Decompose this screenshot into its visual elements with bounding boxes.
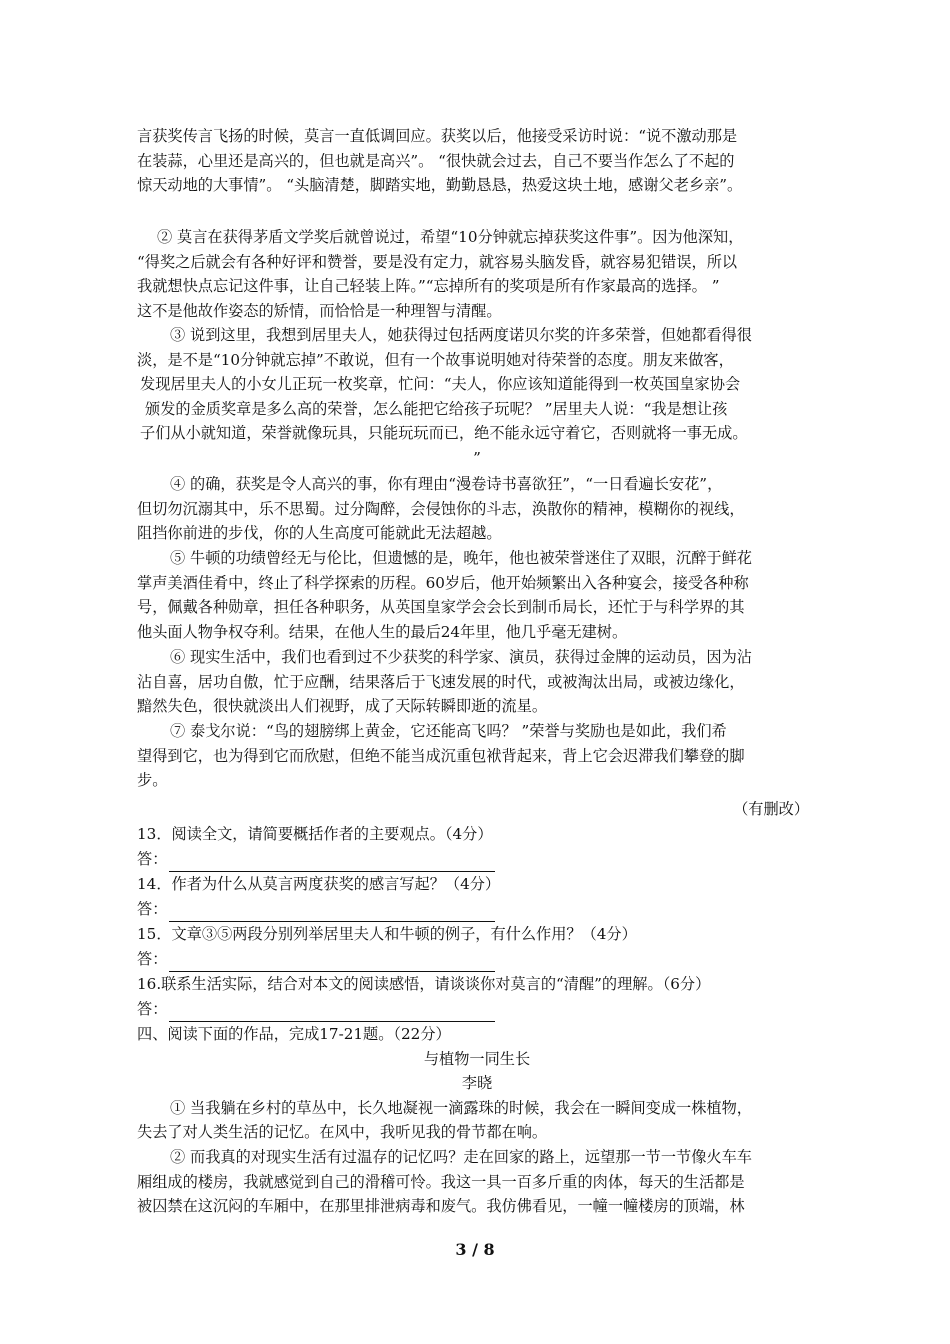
text-line: 沾自喜，居功自傲，忙于应酬，结果落后于飞速发展的时代，或被淘汰出局，或被边缘化，: [137, 672, 745, 691]
paragraph-3: [137, 323, 817, 471]
text-line: 我就想快点忘记这件事，让自己轻装上阵。”“忘掉所有的奖项是所有作家最高的选择。 ”: [137, 277, 720, 296]
answer-blank[interactable]: [169, 1005, 495, 1022]
question-15: 15．文章③⑤两段分别列举居里夫人和牛顿的例子，有什么作用？（4分）: [137, 925, 637, 943]
answer-line-16[interactable]: [137, 997, 817, 1022]
text-line: 阻挡你前进的步伐，你的人生高度可能就此无法超越。: [137, 524, 502, 543]
text-line: 但切勿沉溺其中，乐不思蜀。过分陶醉，会侵蚀你的斗志，涣散你的精神，模糊你的视线，: [137, 499, 745, 518]
paragraph-6: [137, 645, 817, 719]
question-14: 14．作者为什么从莫言两度获奖的感言写起？（4分）: [137, 875, 501, 893]
text-line: 黯然失色，很快就淡出人们视野，成了天际转瞬即逝的流星。: [137, 697, 548, 716]
essay-author: 李晓: [461, 1074, 493, 1093]
text-line: ④ 的确，获奖是令人高兴的事，你有理由“漫卷诗书喜欲狂”，“一日看遍长安花”，: [170, 475, 723, 493]
text-line: ③ 说到这里，我想到居里夫人，她获得过包括两度诺贝尔奖的许多荣誉，但她都看得很: [170, 326, 752, 344]
text-line: “得奖之后就会有各种好评和赞誉，要是没有定力，就容易头脑发昏，就容易犯错误，所以: [137, 252, 738, 271]
text-line: 号，佩戴各种勋章，担任各种职务，从英国皇家学会会长到制币局长，还忙于与科学界的其: [137, 598, 745, 617]
paragraph-4: [137, 472, 817, 546]
text-line: 他头面人物争权夺利。结果，在他人生的最后24年里，他几乎毫无建树。: [137, 622, 628, 641]
answer-line-13[interactable]: [137, 847, 817, 872]
text-line: ”: [473, 448, 481, 467]
section-heading: 四、阅读下面的作品，完成17-21题。（22分）: [137, 1025, 451, 1043]
text-line: ② 莫言在获得茅盾文学奖后就曾说过，希望“10分钟就忘掉获奖这件事”。因为他深知，: [157, 228, 744, 246]
text-line: ① 当我躺在乡村的草丛中，长久地凝视一滴露珠的时候，我会在一瞬间变成一株植物，: [170, 1098, 752, 1117]
question-13: 13．阅读全文，请简要概括作者的主要观点。（4分）: [137, 825, 493, 843]
text-line: ⑥ 现实生活中，我们也看到过不少获奖的科学家、演员，获得过金牌的运动员，因为沾: [170, 648, 752, 666]
text-line: 言获奖传言飞扬的时候，莫言一直低调回应。获奖以后，他接受采访时说：“说不激动那是: [137, 127, 738, 145]
answer-blank[interactable]: [169, 855, 495, 872]
essay-title: 与植物一同生长: [423, 1049, 531, 1068]
question-16: 16.联系生活实际，结合对本文的阅读感悟，请谈谈你对莫言的“清醒”的理解。（6分）: [137, 975, 711, 993]
paragraph-5: [137, 546, 817, 644]
text-line: 惊天动地的大事情”。 “头脑清楚，脚踏实地，勤勤恳恳，热爱这块土地，感谢父老乡亲”。: [137, 176, 743, 195]
text-line: 在装蒜，心里还是高兴的，但也就是高兴”。 “很快就会过去，自己不要当作怎么了不起的: [137, 151, 735, 170]
article-intro: [137, 124, 817, 198]
text-line: ⑦ 泰戈尔说：“鸟的翅膀绑上黄金，它还能高飞吗？ ”荣誉与奖励也是如此，我们希: [170, 722, 727, 740]
text-line: 颁发的金质奖章是多么高的荣誉，怎么能把它给孩子玩呢？ ”居里夫人说：“我是想让孩: [145, 399, 728, 418]
paragraph-2: [137, 225, 817, 323]
text-line: 望得到它，也为得到它而欣慰，但绝不能当成沉重包袱背起来，背上它会迟滞我们攀登的脚: [137, 746, 745, 765]
text-line: 被囚禁在这沉闷的车厢中，在那里排泄病毒和废气。我仿佛看见，一幢一幢楼房的顶端，林: [137, 1197, 745, 1216]
text-line: 厢组成的楼房，我就感觉到自己的滑稽可怜。我这一具一百多斤重的肉体，每天的生活都是: [137, 1172, 745, 1191]
answer-line-14[interactable]: [137, 897, 817, 922]
text-line: ② 而我真的对现实生活有过温存的记忆吗？走在回家的路上，远望那一节一节像火车车: [170, 1147, 752, 1166]
source-note: [137, 797, 817, 822]
answer-label: 答：: [137, 950, 168, 968]
paragraph-7: [137, 719, 817, 793]
text-line: 掌声美酒佳肴中，终止了科学探索的历程。60岁后，他开始频繁出入各种宴会，接受各种称: [137, 573, 749, 592]
answer-label: 答：: [137, 850, 168, 868]
answer-blank[interactable]: [169, 905, 495, 922]
questions: [137, 822, 817, 1022]
answer-label: 答：: [137, 900, 168, 918]
section-4: [137, 1022, 817, 1219]
text-line: ⑤ 牛顿的功绩曾经无与伦比，但遗憾的是，晚年，他也被荣誉迷住了双眼，沉醉于鲜花: [170, 549, 752, 567]
page-number: 3 / 8: [455, 1240, 495, 1259]
text-line: 子们从小就知道，荣誉就像玩具，只能玩玩而已，绝不能永远守着它，否则就将一事无成。: [140, 424, 748, 443]
text-line: 失去了对人类生活的记忆。在风中，我听见我的骨节都在响。: [137, 1123, 548, 1142]
source-note-text: （有删改）: [733, 800, 809, 818]
text-line: 这不是他故作姿态的矫情，而恰恰是一种理智与清醒。: [137, 301, 502, 320]
answer-label: 答：: [137, 1000, 168, 1018]
answer-blank[interactable]: [169, 955, 495, 972]
text-line: 发现居里夫人的小女儿正玩一枚奖章，忙问：“夫人，你应该知道能得到一枚英国皇家协会: [140, 375, 741, 394]
text-line: 步。: [137, 771, 168, 790]
answer-line-15[interactable]: [137, 947, 817, 972]
text-line: 淡，是不是“10分钟就忘掉”不敢说，但有一个故事说明她对待荣誉的态度。朋友来做客，: [137, 350, 734, 369]
